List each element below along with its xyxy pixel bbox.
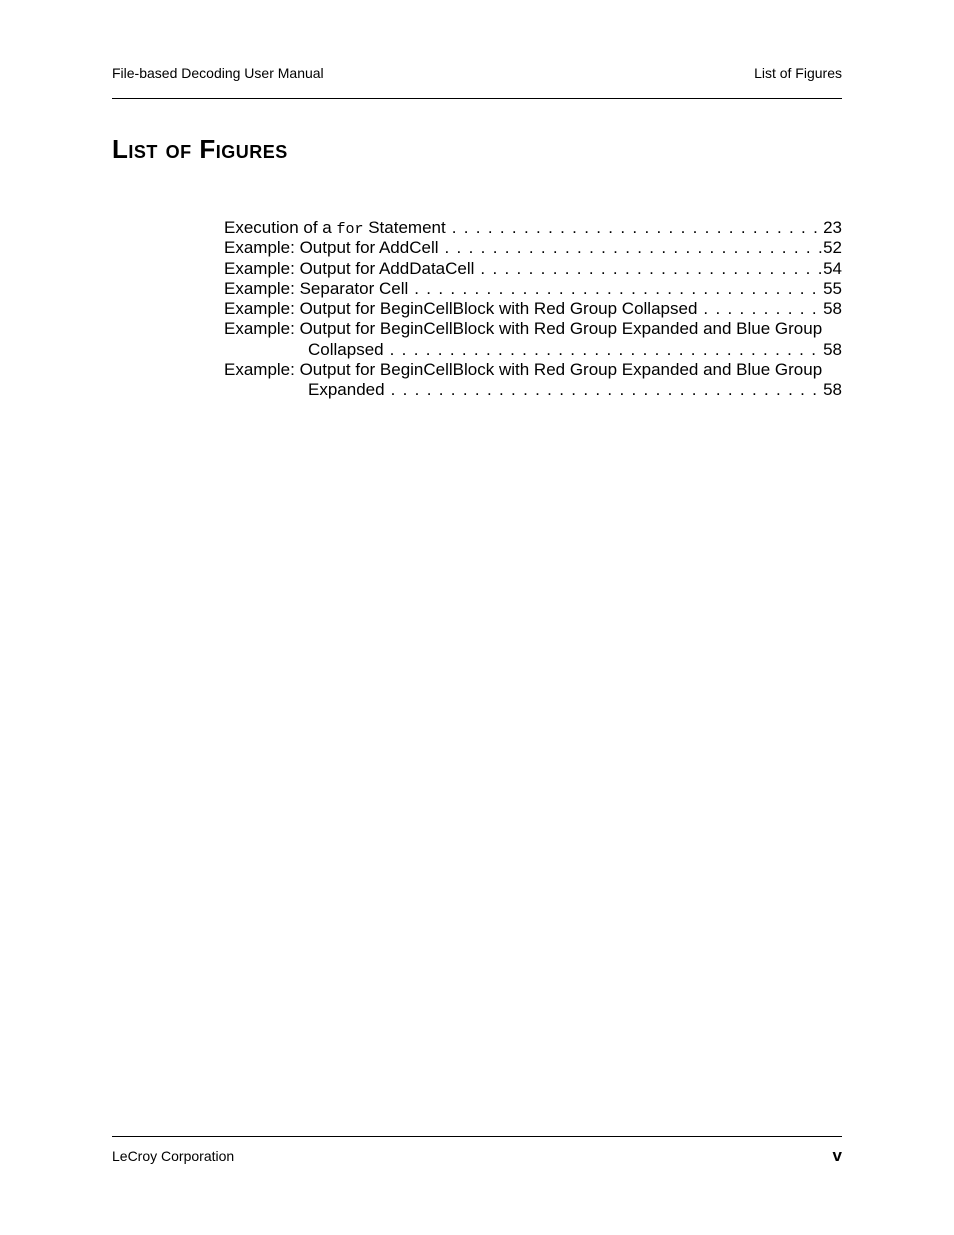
figure-title: Example: Output for AddCell [224,238,439,258]
dot-leader [408,279,823,299]
dot-leader [384,340,823,360]
page-footer [112,1148,842,1168]
figure-entry[interactable] [224,279,842,299]
figure-title: Example: Output for AddDataCell [224,258,475,278]
page-number: 55 [823,278,842,298]
figure-title: Example: Output for BeginCellBlock with Red Group Expanded and Blue Group [224,319,823,339]
header-section-title: List of Figures [754,65,842,81]
page-number: 52 [823,238,842,258]
page-number: 23 [823,218,842,237]
page-number: 54 [823,258,842,278]
dot-leader [697,299,823,319]
header-manual-title: File-based Decoding User Manual [112,65,324,81]
page-number: 58 [823,299,842,319]
code-keyword: for [336,221,364,238]
footer-rule [112,1136,842,1137]
figure-title: Execution of a for Statement [224,218,446,238]
figure-entry[interactable] [224,299,842,319]
dot-leader [446,218,823,238]
dot-leader [439,238,824,258]
page-header [112,65,842,83]
figure-entry[interactable] [224,238,842,258]
figure-title: Example: Output for BeginCellBlock with Red Group Collapsed [224,299,698,319]
footer-company: LeCroy Corporation [112,1148,235,1164]
figure-entry[interactable] [224,319,842,360]
figure-title-continued: Collapsed [308,339,384,359]
page-title: List of Figures [112,134,288,164]
figure-entry[interactable] [224,259,842,279]
figure-title: Example: Separator Cell [224,278,409,298]
footer-page-number: v [832,1146,842,1165]
figure-title-continued: Expanded [308,380,385,400]
page-number: 58 [823,339,842,359]
figure-entry[interactable] [224,360,842,401]
figure-title: Example: Output for BeginCellBlock with Red Group Expanded and Blue Group [224,360,823,380]
figure-entry[interactable] [224,218,842,238]
dot-leader [474,259,823,279]
dot-leader [385,380,824,400]
page-number: 58 [823,380,842,400]
header-rule [112,98,842,99]
list-of-figures [224,218,842,401]
